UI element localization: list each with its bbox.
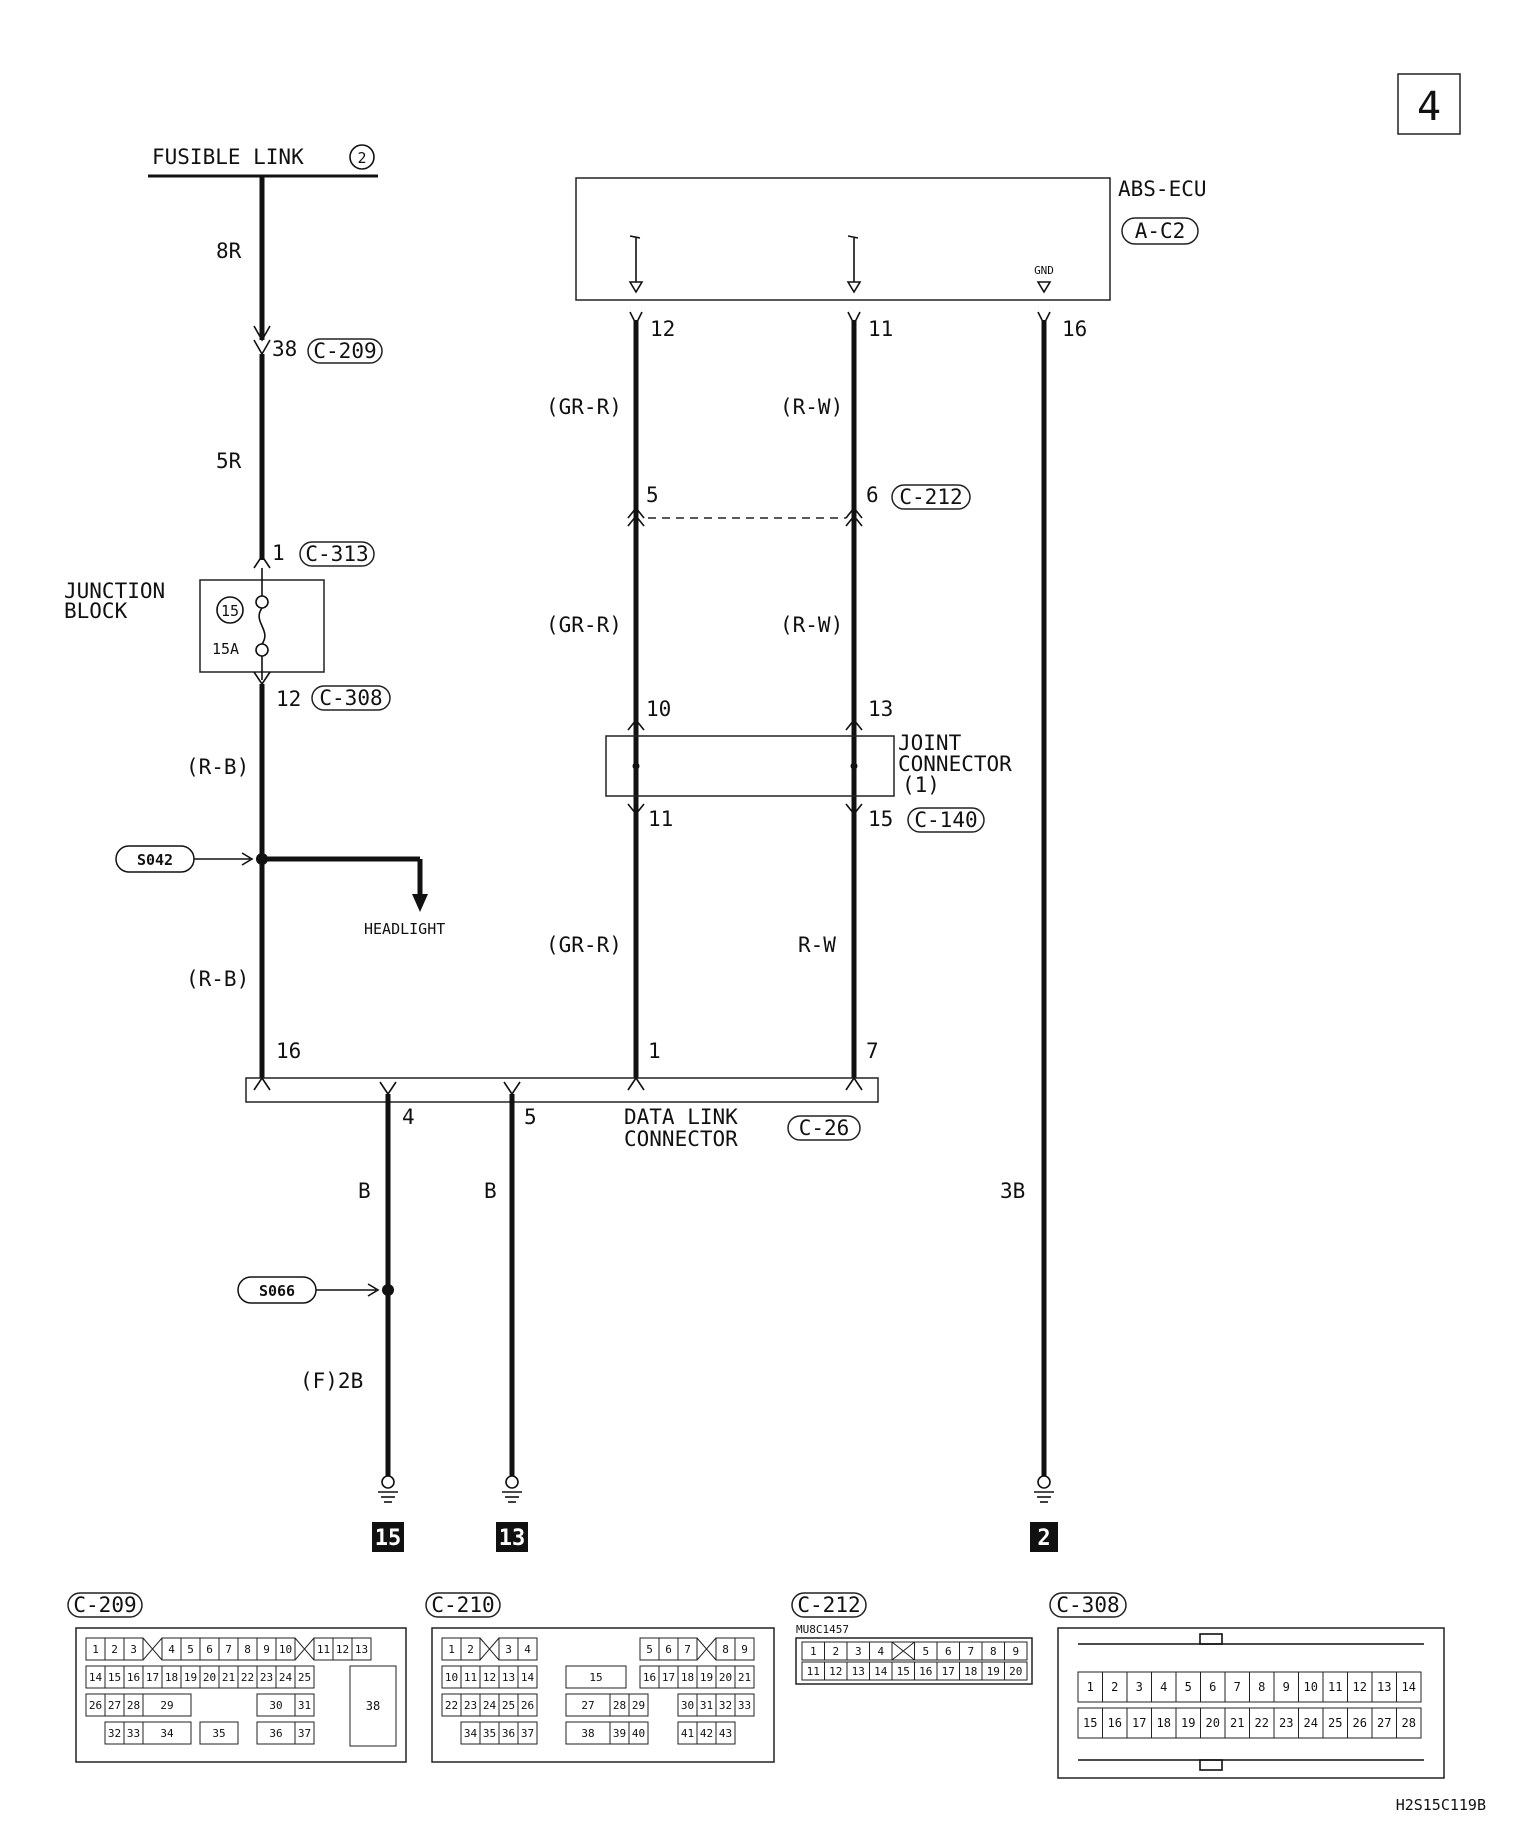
connector-legend <box>68 1593 1444 1778</box>
connector-pin-label: 2 <box>111 1643 118 1656</box>
connector-pin-label: 11 <box>316 1643 331 1656</box>
legend-c308-latch-bottom <box>1200 1760 1222 1770</box>
c209-pin: 38 <box>272 337 298 361</box>
ground-point-13: 13 <box>498 1526 526 1551</box>
connector-pin-label: 9 <box>1012 1645 1020 1658</box>
splice-s042-pointer <box>194 853 252 865</box>
abs-ecu-label: ABS-ECU <box>1118 177 1207 201</box>
connector-pin-label: 32 <box>107 1727 122 1740</box>
ecu-pin-12: 12 <box>650 317 676 341</box>
legend-c308-housing <box>1058 1628 1444 1778</box>
connector-pin-label: 18 <box>680 1671 695 1684</box>
connector-pin-label: 12 <box>1352 1680 1367 1694</box>
connector-pin-label: 23 <box>259 1671 274 1684</box>
wire-r-w-label-2: (R-W) <box>780 613 844 637</box>
dlc-label-line2: CONNECTOR <box>624 1127 738 1151</box>
connector-pin-label: 15 <box>589 1671 603 1684</box>
connector-pin-label: 33 <box>126 1727 141 1740</box>
connector-pin-label: 25 <box>297 1671 312 1684</box>
connector-pin-label: 15 <box>107 1671 122 1684</box>
junction-block-line1: JUNCTION <box>64 579 166 603</box>
fuse-terminal-bottom <box>256 644 268 656</box>
c209-label: C-209 <box>313 339 377 363</box>
connector-pin-label: 7 <box>967 1645 975 1658</box>
connector-pin-label: 15 <box>1083 1716 1098 1730</box>
blank-cavity-mark <box>143 1638 162 1660</box>
connector-pin-label: 30 <box>680 1699 695 1712</box>
connector-pin-label: 13 <box>851 1665 865 1678</box>
abs-ecu-connector: A-C2 <box>1134 219 1186 243</box>
fusible-link <box>148 145 378 176</box>
connector-pin-label: 29 <box>631 1699 646 1712</box>
connector-pin-label: 21 <box>1230 1716 1245 1730</box>
legend-c212-cells <box>802 1642 1027 1680</box>
connector-pin-label: 22 <box>444 1699 459 1712</box>
connector-pin-label: 28 <box>612 1699 627 1712</box>
legend-c210-title: C-210 <box>431 1593 495 1617</box>
headlight-label: HEADLIGHT <box>364 920 446 938</box>
connector-pin-label: 11 <box>463 1671 478 1684</box>
connector-pin-label: 24 <box>1303 1716 1318 1730</box>
connector-pin-label: 12 <box>482 1671 497 1684</box>
connector-pin-label: 30 <box>269 1699 283 1712</box>
connector-pin-label: 11 <box>806 1665 820 1678</box>
connector-pin-label: 33 <box>737 1699 752 1712</box>
connector-pin-label: 24 <box>482 1699 497 1712</box>
c308-pin: 12 <box>276 687 302 711</box>
connector-pin-label: 3 <box>854 1645 862 1658</box>
legend-c212-title: C-212 <box>797 1593 861 1617</box>
connector-pin-label: 7 <box>225 1643 232 1656</box>
connector-pin-label: 7 <box>684 1643 691 1656</box>
connector-pin-label: 43 <box>718 1727 733 1740</box>
wire-b-label-2: B <box>484 1179 497 1203</box>
connector-pin-label: 27 <box>581 1699 595 1712</box>
connector-pin-label: 23 <box>463 1699 478 1712</box>
connector-pin-label: 10 <box>1303 1680 1318 1694</box>
connector-pin-label: 7 <box>1233 1680 1241 1694</box>
connector-pin-label: 4 <box>1160 1680 1168 1694</box>
connector-pin-label: 2 <box>832 1645 840 1658</box>
c26-label: C-26 <box>798 1116 850 1140</box>
ground-symbol-15 <box>372 1476 404 1552</box>
abs-ecu-internal-11 <box>848 236 860 292</box>
connector-pin-label: 31 <box>297 1699 312 1712</box>
connector-pin-label: 20 <box>202 1671 217 1684</box>
dlc-pin7-mark <box>846 1078 862 1090</box>
connector-pin-label: 8 <box>989 1645 997 1658</box>
dlc-pin-7: 7 <box>866 1039 879 1063</box>
headlight-arrow <box>412 894 428 912</box>
connector-pin-label: 38 <box>365 1699 381 1713</box>
wire-r-w-column <box>780 312 984 1078</box>
jc-pin-11: 11 <box>648 807 674 831</box>
wire-left-feed <box>216 176 382 568</box>
connector-pin-label: 35 <box>212 1727 226 1740</box>
connector-pin-label: 34 <box>160 1727 174 1740</box>
ecu-pin-11: 11 <box>868 317 894 341</box>
connector-pin-label: 1 <box>1086 1680 1094 1694</box>
abs-ecu-gnd-arrow <box>1038 282 1050 292</box>
connector-pin-label: 2 <box>467 1643 474 1656</box>
wire-b-label-1: B <box>358 1179 371 1203</box>
blank-cavity-mark <box>892 1642 915 1660</box>
jc-pin-13: 13 <box>868 697 894 721</box>
abs-ecu <box>576 177 1207 300</box>
wire-gr-r-label-2: (GR-R) <box>546 613 622 637</box>
data-link-connector <box>246 1039 878 1151</box>
connector-pin-label: 18 <box>164 1671 179 1684</box>
c313-pin: 1 <box>272 541 285 565</box>
ground-symbol-13 <box>496 1476 528 1552</box>
connector-pin-label: 32 <box>718 1699 733 1712</box>
wire-gr-r-label-3: (GR-R) <box>546 933 622 957</box>
connector-pin-label: 12 <box>335 1643 350 1656</box>
connector-pin-label: 8 <box>1258 1680 1266 1694</box>
connector-pin-label: 6 <box>1209 1680 1217 1694</box>
wire-5r-label: 5R <box>216 449 242 473</box>
fusible-link-number: 2 <box>357 149 367 167</box>
connector-pin-label: 39 <box>612 1727 627 1740</box>
wire-left-lower <box>116 672 445 1078</box>
connector-pin-label: 37 <box>520 1727 535 1740</box>
dlc-pin5-mark <box>504 1082 520 1094</box>
legend-c308-title: C-308 <box>1056 1593 1120 1617</box>
ground-terminal <box>1038 1476 1050 1488</box>
connector-pin-label: 13 <box>1377 1680 1392 1694</box>
wire-8r-label: 8R <box>216 239 242 263</box>
abs-ecu-box <box>576 178 1110 300</box>
ground-point-2: 2 <box>1037 1526 1051 1551</box>
connector-pin-label: 34 <box>463 1727 478 1740</box>
connector-pin-label: 19 <box>183 1671 198 1684</box>
connector-pin-label: 1 <box>809 1645 817 1658</box>
jc-node-right <box>851 763 858 770</box>
connector-pin-label: 2 <box>1111 1680 1119 1694</box>
dlc-pin4-mark <box>380 1082 396 1094</box>
connector-pin-label: 15 <box>896 1665 910 1678</box>
ground-terminal <box>506 1476 518 1488</box>
connector-pin-label: 14 <box>1401 1680 1416 1694</box>
connector-pin-label: 3 <box>1135 1680 1143 1694</box>
dlc-pin-4: 4 <box>402 1105 415 1129</box>
ground-symbol-2 <box>1030 1476 1058 1552</box>
splice-s066-label: S066 <box>258 1282 296 1300</box>
connector-pin-label: 17 <box>941 1665 955 1678</box>
connector-pin-label: 26 <box>88 1699 103 1712</box>
legend-c210-cells <box>442 1638 754 1744</box>
connector-pin-label: 1 <box>448 1643 455 1656</box>
figure-code: H2S15C119B <box>1395 1796 1486 1814</box>
connector-pin-label: 18 <box>964 1665 978 1678</box>
connector-pin-label: 22 <box>240 1671 255 1684</box>
connector-pin-label: 35 <box>482 1727 497 1740</box>
wire-gr-r-column <box>546 312 675 1078</box>
page-number: 4 <box>1416 84 1442 130</box>
dlc-pin1-mark <box>628 1078 644 1090</box>
connector-pin-label: 16 <box>919 1665 933 1678</box>
connector-pin-label: 28 <box>1401 1716 1416 1730</box>
splice-s042-label: S042 <box>136 851 174 869</box>
legend-c212-part: MU8C1457 <box>796 1623 849 1636</box>
c140-label: C-140 <box>914 808 978 832</box>
connector-pin-label: 14 <box>88 1671 103 1684</box>
connector-pin-label: 22 <box>1254 1716 1269 1730</box>
connector-pin-label: 31 <box>699 1699 714 1712</box>
connector-pin-label: 17 <box>1132 1716 1147 1730</box>
wire-3b-label: 3B <box>1000 1179 1026 1203</box>
connector-pin-label: 13 <box>354 1643 369 1656</box>
connector-pin-label: 28 <box>126 1699 141 1712</box>
connector-pin-label: 16 <box>126 1671 141 1684</box>
connector-pin-label: 27 <box>107 1699 122 1712</box>
connector-pin-label: 26 <box>520 1699 535 1712</box>
connector-pin-label: 36 <box>269 1727 283 1740</box>
dlc-pin16-mark <box>254 1078 270 1090</box>
fuse-rating: 15A <box>212 640 240 658</box>
connector-pin-label: 23 <box>1279 1716 1294 1730</box>
connector-pin-label: 21 <box>221 1671 236 1684</box>
connector-pin-label: 25 <box>501 1699 516 1712</box>
fuse-number: 15 <box>220 602 240 620</box>
connector-pin-label: 6 <box>665 1643 672 1656</box>
connector-pin-label: 29 <box>160 1699 174 1712</box>
connector-pin-label: 10 <box>444 1671 459 1684</box>
wire-gr-r-label-1: (GR-R) <box>546 395 622 419</box>
wire-f2b-label: (F)2B <box>300 1369 364 1393</box>
connector-pin-label: 37 <box>297 1727 312 1740</box>
ground-point-15: 15 <box>374 1526 402 1551</box>
legend-c209-title: C-209 <box>73 1593 137 1617</box>
connector-pin-label: 42 <box>699 1727 714 1740</box>
dlc-pin-1: 1 <box>648 1039 661 1063</box>
connector-pin-label: 10 <box>278 1643 293 1656</box>
connector-pin-label: 18 <box>1156 1716 1171 1730</box>
connector-pin-label: 11 <box>1328 1680 1343 1694</box>
connector-pin-label: 40 <box>631 1727 646 1740</box>
ecu-pin-16: 16 <box>1062 317 1088 341</box>
abs-ecu-gnd-label: GND <box>1034 264 1054 277</box>
wire-rb-label-1: (R-B) <box>186 755 250 779</box>
joint-connector-line3: (1) <box>902 773 940 797</box>
connector-pin-label: 19 <box>1181 1716 1196 1730</box>
legend-c308-latch-top <box>1200 1634 1222 1644</box>
blank-cavity-mark <box>697 1638 716 1660</box>
joint-connector-line2: CONNECTOR <box>898 752 1012 776</box>
connector-pin-label: 1 <box>92 1643 99 1656</box>
connector-pin-label: 24 <box>278 1671 293 1684</box>
connector-pin-label: 6 <box>944 1645 952 1658</box>
connector-pin-label: 9 <box>263 1643 270 1656</box>
dlc-pin-16: 16 <box>276 1039 302 1063</box>
fuse-terminal-top <box>256 596 268 608</box>
connector-pin-label: 13 <box>501 1671 516 1684</box>
ground-terminal <box>382 1476 394 1488</box>
connector-pin-label: 5 <box>1184 1680 1192 1694</box>
wire-r-w-label-3: R-W <box>798 933 836 957</box>
connector-pin-label: 20 <box>1009 1665 1023 1678</box>
c308-label: C-308 <box>319 686 383 710</box>
connector-pin-label: 3 <box>505 1643 512 1656</box>
c212-pin-5: 5 <box>646 483 659 507</box>
jc-pin-15: 15 <box>868 807 894 831</box>
connector-pin-label: 20 <box>1205 1716 1220 1730</box>
connector-pin-label: 20 <box>718 1671 733 1684</box>
connector-pin-label: 5 <box>646 1643 653 1656</box>
connector-pin-label: 25 <box>1328 1716 1343 1730</box>
blank-cavity-mark <box>295 1638 314 1660</box>
wire-rb-label-2: (R-B) <box>186 967 250 991</box>
joint-connector-line1: JOINT <box>898 731 962 755</box>
connector-pin-label: 3 <box>130 1643 137 1656</box>
legend-c308-cells <box>1078 1672 1421 1738</box>
connector-pin-label: 16 <box>642 1671 657 1684</box>
connector-pin-label: 26 <box>1352 1716 1367 1730</box>
connector-pin-label: 14 <box>874 1665 888 1678</box>
c212-label: C-212 <box>899 485 963 509</box>
junction-block <box>64 568 324 680</box>
abs-ecu-internal-12 <box>630 236 642 292</box>
connector-pin-label: 9 <box>741 1643 748 1656</box>
c313-label: C-313 <box>305 542 369 566</box>
connector-pin-label: 12 <box>829 1665 843 1678</box>
connector-pin-label: 38 <box>581 1727 595 1740</box>
jc-node-left <box>633 763 640 770</box>
connector-pin-label: 5 <box>922 1645 930 1658</box>
connector-pin-label: 6 <box>206 1643 213 1656</box>
connector-pin-label: 8 <box>244 1643 251 1656</box>
connector-pin-label: 4 <box>524 1643 531 1656</box>
connector-pin-label: 17 <box>145 1671 160 1684</box>
connector-pin-label: 4 <box>168 1643 175 1656</box>
connector-pin-label: 5 <box>187 1643 194 1656</box>
connector-pin-label: 27 <box>1377 1716 1392 1730</box>
connector-pin-label: 19 <box>986 1665 1000 1678</box>
wire-r-w-label-1: (R-W) <box>780 395 844 419</box>
connector-pin-label: 17 <box>661 1671 676 1684</box>
c212-pin-6: 6 <box>866 483 879 507</box>
dlc-pin-5: 5 <box>524 1105 537 1129</box>
connector-pin-label: 36 <box>501 1727 516 1740</box>
junction-block-line2: BLOCK <box>64 599 128 623</box>
connector-pin-label: 14 <box>520 1671 535 1684</box>
dlc-label-line1: DATA LINK <box>624 1105 738 1129</box>
connector-pin-label: 4 <box>877 1645 885 1658</box>
joint-connector <box>606 720 1012 814</box>
connector-pin-label: 41 <box>680 1727 695 1740</box>
legend-c209-cells <box>86 1638 396 1746</box>
connector-pin-label: 21 <box>737 1671 752 1684</box>
fuse-element <box>259 608 265 644</box>
connector-pin-label: 16 <box>1107 1716 1122 1730</box>
splice-s066-dot <box>382 1284 394 1296</box>
fusible-link-label: FUSIBLE LINK <box>152 145 304 169</box>
connector-pin-label: 8 <box>722 1643 729 1656</box>
jc-pin-10: 10 <box>646 697 672 721</box>
connector-pin-label: 19 <box>699 1671 714 1684</box>
blank-cavity-mark <box>480 1638 499 1660</box>
dlc-box <box>246 1078 878 1102</box>
connector-pin-label: 9 <box>1282 1680 1290 1694</box>
splice-s066-pointer <box>316 1284 378 1296</box>
